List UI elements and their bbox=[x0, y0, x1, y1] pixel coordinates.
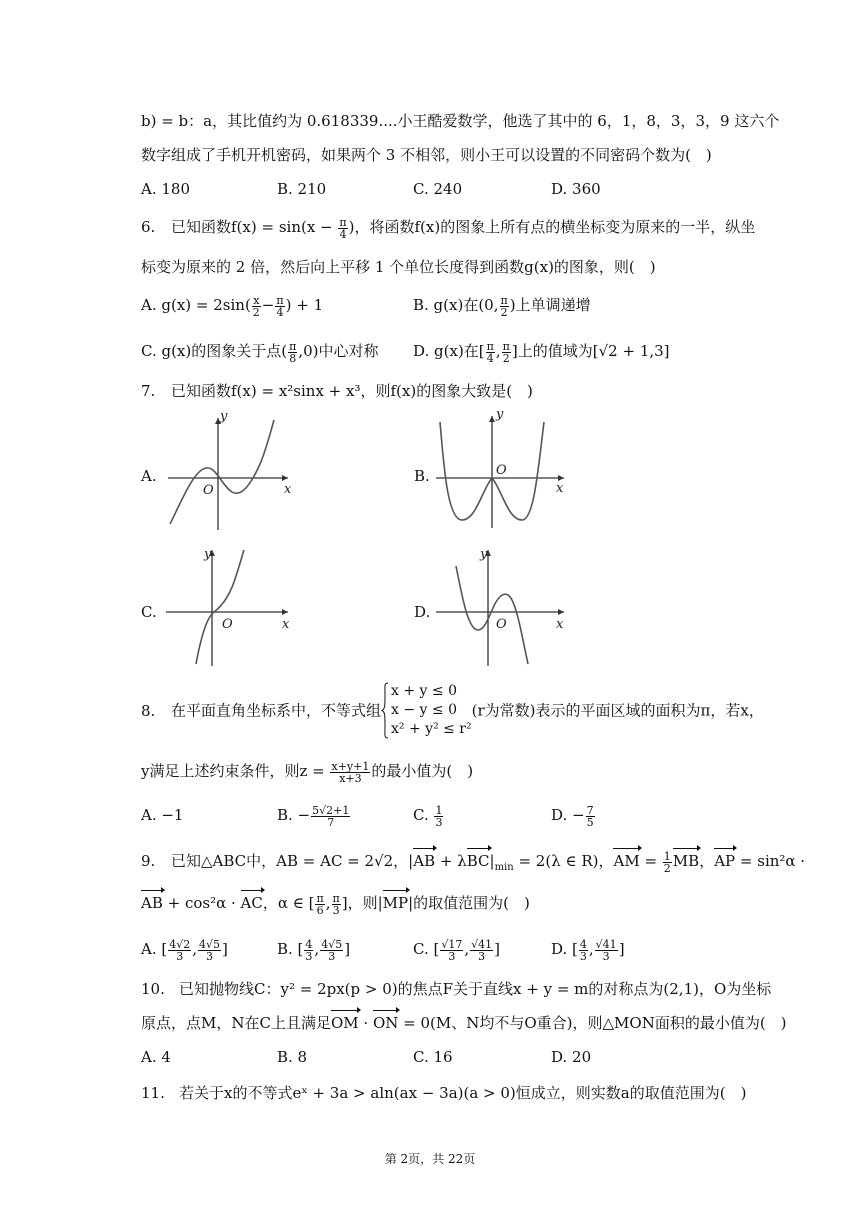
q6-option-d[interactable]: D. g(x)在[ $\frac{\pi}{4}$ , $\frac{\pi}{2}$ ]上的值域为[√2 + 1,3] bbox=[413, 339, 670, 365]
q5-option-c[interactable]: C. 240 bbox=[413, 180, 463, 198]
q7-c-axis-y: y bbox=[204, 547, 212, 562]
q10-vector-om: OM bbox=[330, 1014, 359, 1032]
q5-option-a[interactable]: A. 180 bbox=[141, 180, 190, 198]
q10-option-d[interactable]: D. 20 bbox=[551, 1048, 592, 1066]
q10-text-1: 已知抛物线C：y² = 2px(p > 0)的焦点F关于直线x + y = m的对称点为(2,1)，O为坐标 bbox=[179, 980, 772, 998]
q8-text-a: 在平面直角坐标系中，不等式组 bbox=[171, 701, 382, 720]
q8-inequality-system bbox=[381, 682, 472, 739]
q7-graph-d bbox=[430, 546, 570, 668]
page-footer: 第 2页，共 22页 bbox=[384, 1152, 476, 1166]
q7-d-origin: O bbox=[496, 617, 507, 632]
q6-option-b[interactable]: B. g(x)在(0, $\frac{\pi}{2}$ )上单调递增 bbox=[413, 293, 591, 319]
q8-brace bbox=[381, 682, 389, 739]
q7-c-origin: O bbox=[222, 617, 233, 632]
q7-d-axis-x: x bbox=[556, 617, 564, 632]
q7-b-axis-x: x bbox=[556, 481, 564, 496]
q7-a-axis-x: x bbox=[284, 482, 292, 497]
q8-options bbox=[141, 803, 781, 829]
q7-b-axis-y: y bbox=[496, 410, 504, 422]
q7-graph-c bbox=[160, 546, 300, 668]
q7-text: 已知函数f(x) = x²sinx + x³，则f(x)的图象大致是( ) bbox=[171, 382, 533, 400]
q8-text-b: (r为常数)表示的平面区域的面积为π，若x， bbox=[471, 701, 764, 720]
q10-option-a[interactable]: A. 4 bbox=[141, 1048, 171, 1066]
q9-option-d[interactable]: D. [ $\frac{4}{3}$ , $\frac{√41}{3}$ ] bbox=[551, 937, 625, 963]
q7-d-axis-y: y bbox=[480, 547, 488, 562]
q9-vector-ab-2: AB bbox=[141, 894, 163, 912]
q6-text-a: 已知函数f(x) = sin(x − bbox=[171, 218, 338, 236]
q10-number: 10. bbox=[141, 980, 165, 998]
q10-options bbox=[141, 1046, 781, 1068]
q7-label-c[interactable]: C. bbox=[141, 603, 157, 621]
q7-a-origin: O bbox=[203, 483, 214, 498]
q10-vector-on: ON bbox=[372, 1014, 399, 1032]
q9-vector-ac: AC bbox=[240, 894, 263, 912]
q8-option-a[interactable]: A. −1 bbox=[141, 806, 184, 824]
q9-vector-ab: AB bbox=[413, 852, 436, 870]
q9-option-b[interactable]: B. [ $\frac{4}{3}$ , $\frac{4√5}{3}$ ] bbox=[277, 937, 351, 963]
q5-option-d[interactable]: D. 360 bbox=[551, 180, 601, 198]
q6-frac-pi-4: $\frac{\pi}{4}$ bbox=[339, 215, 347, 241]
q9-vector-ap: AP bbox=[714, 852, 736, 870]
q6-number: 6. bbox=[141, 218, 156, 236]
q9-option-c[interactable]: C. [ $\frac{√17}{3}$ , $\frac{√41}{3}$ ] bbox=[413, 937, 501, 963]
q5-options bbox=[141, 178, 781, 200]
q10-option-c[interactable]: C. 16 bbox=[413, 1048, 453, 1066]
q10-line-2: 原点，点M，N在C上且满足OM · ON = 0(M、N均不与O重合)，则△MON面积的最小值为( ) bbox=[141, 1014, 787, 1032]
q7-a-axis-y: y bbox=[220, 412, 228, 424]
q8-option-b[interactable]: B. − $\frac{5√2+1}{7}$ bbox=[277, 803, 350, 829]
q8-option-d[interactable]: D. − $\frac{7}{5}$ bbox=[551, 803, 594, 829]
q8-ineq-1: x + y ≤ 0 bbox=[391, 683, 457, 699]
q8-line-1 bbox=[141, 682, 764, 739]
q7-graph-b bbox=[430, 410, 570, 530]
q9-line-2: AB + cos²α · AC，α ∈ [ $\frac{\pi}{6}$ , $\frac{\pi}{3}$ ]，则|MP|的取值范围为( ) bbox=[141, 891, 530, 917]
q9-vector-mp: MP bbox=[382, 894, 409, 912]
q11-line-1 bbox=[141, 1082, 746, 1104]
q7-number: 7. bbox=[141, 382, 156, 400]
q10-line-1 bbox=[141, 978, 771, 1000]
q11-number: 11. bbox=[141, 1084, 165, 1102]
q9-option-a[interactable]: A. [ $\frac{4√2}{3}$ , $\frac{4√5}{3}$ ] bbox=[141, 937, 228, 963]
q5-line-1: b) = b：a，其比值约为 0.618339....小王酷爱数学，他选了其中的 6，1，8，3，3，9 这六个 bbox=[141, 112, 780, 130]
q7-line-1 bbox=[141, 380, 533, 402]
q6-line-1 bbox=[141, 216, 755, 240]
q7-label-a[interactable]: A. bbox=[141, 467, 157, 485]
q9-number: 9. bbox=[141, 852, 156, 870]
q6-line-2: 标变为原来的 2 倍，然后向上平移 1 个单位长度得到函数g(x)的图象，则( ) bbox=[141, 258, 656, 276]
q6-option-c[interactable]: C. g(x)的图象关于点( $\frac{\pi}{8}$ ,0)中心对称 bbox=[141, 339, 379, 365]
q9-vector-bc: BC bbox=[466, 852, 490, 870]
q6-options-row-1 bbox=[141, 293, 781, 319]
q7-label-b[interactable]: B. bbox=[414, 467, 430, 485]
q8-line-2: y满足上述约束条件，则z = $\frac{x+y+1}{x+3}$ 的最小值为( ) bbox=[141, 759, 474, 785]
q8-ineq-2: x − y ≤ 0 bbox=[391, 702, 457, 718]
q8-option-c[interactable]: C. $\frac{1}{3}$ bbox=[413, 803, 443, 829]
q9-line-1: 9. 已知△ABC中，AB = AC = 2√2，$|AB + \lambda BC|_{min} = 2(\lambda$ ∈ R)，AM = $\frac{1}{2}$ MB，AP = sin²α · bbox=[141, 849, 806, 875]
q9-vector-am: AM bbox=[613, 852, 640, 870]
q8-number: 8. bbox=[141, 701, 156, 720]
q9-vector-mb: MB bbox=[672, 852, 700, 870]
q8-ineq-3: x² + y² ≤ r² bbox=[391, 721, 472, 737]
q6-options-row-2 bbox=[141, 339, 781, 365]
q5-option-b[interactable]: B. 210 bbox=[277, 180, 327, 198]
q7-c-axis-x: x bbox=[282, 617, 290, 632]
q6-text-b: )，将函数f(x)的图象上所有点的横坐标变为原来的一半，纵坐 bbox=[348, 218, 756, 236]
q10-option-b[interactable]: B. 8 bbox=[277, 1048, 308, 1066]
q7-graph-a bbox=[160, 412, 300, 532]
q6-option-a[interactable]: A. g(x) = 2sin( $\frac{x}{2}$ − $\frac{\pi}{4}$ ) + 1 bbox=[141, 293, 324, 319]
q7-b-origin: O bbox=[496, 463, 507, 478]
q7-label-d[interactable]: D. bbox=[414, 603, 431, 621]
q11-text: 若关于x的不等式eˣ + 3a > aln(ax − 3a)(a > 0)恒成立，则实数a的取值范围为( ) bbox=[179, 1084, 747, 1102]
q9-options bbox=[141, 937, 781, 963]
q8-frac-z: $\frac{x+y+1}{x+3}$ bbox=[331, 759, 370, 785]
q5-line-2: 数字组成了手机开机密码，如果两个 3 不相邻，则小王可以设置的不同密码个数为( ) bbox=[141, 146, 712, 164]
